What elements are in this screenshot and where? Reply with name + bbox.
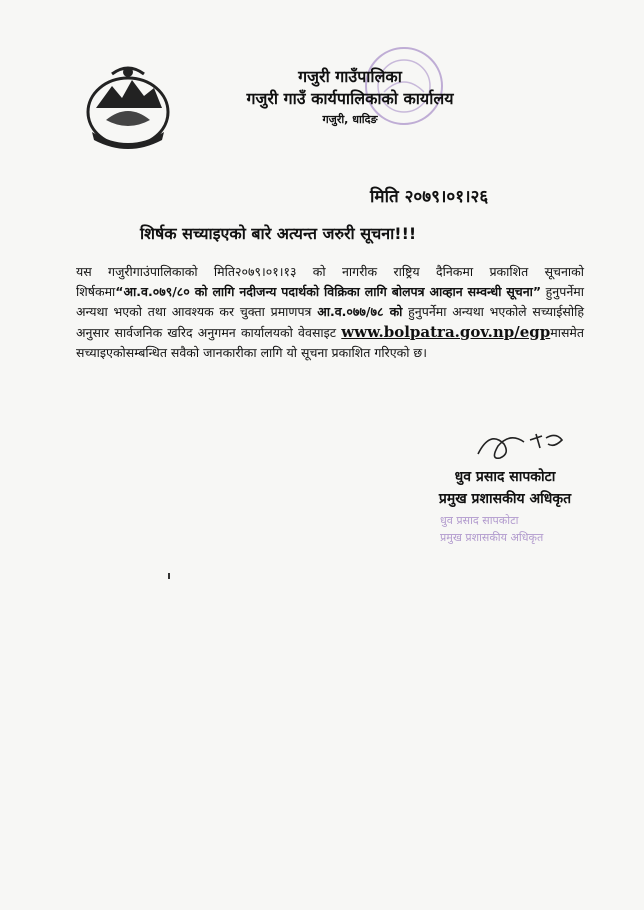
body-quoted-title: “आ.व.०७९/८० को लागि नदीजन्य पदार्थको विक्रिका लागि बोलपत्र आव्हान सम्वन्धी सूचना” bbox=[115, 284, 542, 299]
stamp-designation: प्रमुख प्रशासकीय अधिकृत bbox=[440, 531, 544, 544]
body-text-3: हुनुपर्नेमा अन्यथा भएकोले सच्याईसोहि अनुसार सार्वजनिक खरिद अनुगमन कार्यालयको वेवसाइट bbox=[76, 304, 584, 340]
handwritten-signature-icon bbox=[470, 424, 580, 466]
ink-mark bbox=[168, 573, 170, 579]
municipality-name: गजुरी गाउँपालिका bbox=[298, 67, 402, 86]
nepal-government-emblem-icon bbox=[82, 62, 174, 150]
office-name: गजुरी गाउँ कार्यपालिकाको कार्यालय bbox=[246, 89, 454, 108]
signatory-block bbox=[430, 466, 580, 510]
notice-body bbox=[76, 262, 584, 363]
bolpatra-link[interactable]: www.bolpatra.gov.np/egp bbox=[341, 323, 551, 341]
signatory-stamp bbox=[440, 512, 543, 546]
body-text-1: यस गजुरीगाउंपालिकाको मिति२०७९।०१।१३ को नागरीक राष्ट्रिय दैनिकमा प्रकाशित सूचनाको शिर्षकमा bbox=[76, 264, 584, 299]
body-fiscal-year: आ.व.०७७/७८ को bbox=[317, 304, 403, 319]
notice-title: शिर्षक सच्याइएको बारे अत्यन्त जरुरी सूचना!!! bbox=[140, 224, 417, 243]
stamp-name: धुव प्रसाद सापकोटा bbox=[440, 514, 519, 527]
signatory-designation: प्रमुख प्रशासकीय अधिकृत bbox=[438, 491, 572, 507]
letterhead bbox=[200, 66, 500, 130]
body-text-2: हुनुपर्नेमा अन्यथा भएको तथा आवश्यक कर चुक्ता प्रमाणपत्र bbox=[76, 284, 584, 319]
office-address: गजुरी, धादिङ bbox=[322, 113, 378, 126]
signatory-name: धुव प्रसाद सापकोटा bbox=[454, 469, 556, 485]
body-text-4: मासमेत सच्याइएकोसम्बन्धित सवैको जानकारीका लागि यो सूचना प्रकाशित गरिएको छ। bbox=[76, 325, 584, 360]
notice-date: मिति २०७९।०१।२६ bbox=[370, 187, 489, 207]
